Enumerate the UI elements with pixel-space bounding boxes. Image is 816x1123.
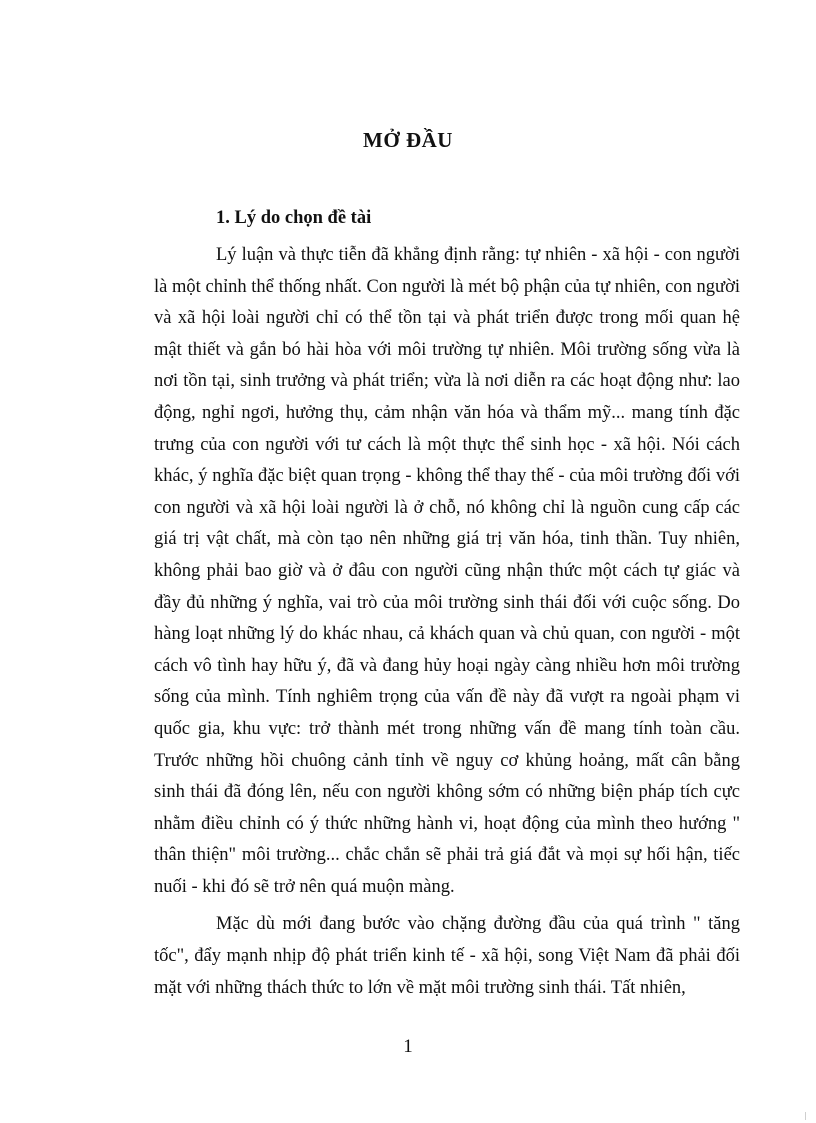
paragraph: Mặc dù mới đang bước vào chặng đường đầu của quá trình " tăng tốc", đẩy mạnh nhịp độ phát triển kinh tế - xã hội, song Việt Nam đã phải đối mặt với những thách thức to lớn về mặt môi trường sinh thái. Tất nhiên, (154, 914, 740, 998)
page-corner-mark (805, 1112, 812, 1120)
paragraph: Lý luận và thực tiễn đã khẳng định rằng: tự nhiên - xã hội - con người là một chỉnh thể thống nhất. Con người là mét bộ phận của tự nhiên, con người và xã hội loài người chỉ có thể tồn tại và phát triển được trong mối quan hệ mật thiết và gắn bó hài hòa với môi trường tự nhiên. Môi trường sống vừa là nơi tồn tại, sinh trưởng và phát triển; vừa là nơi diễn ra các hoạt động như: lao động, nghỉ ngơi, hưởng thụ, cảm nhận văn hóa và thẩm mỹ... mang tính đặc trưng của con người với tư cách là một thực thể sinh học - xã hội. Nói cách khác, ý nghĩa đặc biệt quan trọng - không thể thay thế - của môi trường đối với con người và xã hội loài người là ở chỗ, nó không chỉ là nguồn cung cấp các giá trị vật chất, mà còn tạo nên những giá trị văn hóa, tinh thần. Tuy nhiên, không phải bao giờ và ở đâu con người cũng nhận thức một cách tự giác và đầy đủ những ý nghĩa, vai trò của môi trường sinh thái đối với cuộc sống. Do hàng loạt những lý do khác nhau, cả khách quan và chủ quan, con người - một cách vô tình hay hữu ý, đã và đang hủy hoại ngày càng nhiều hơn môi trường sống của mình. Tính nghiêm trọng của vấn đề này đã vượt ra ngoài phạm vi quốc gia, khu vực: trở thành mét trong những vấn đề mang tính toàn cầu. Trước những hồi chuông cảnh tỉnh về nguy cơ khủng hoảng, mất cân bằng sinh thái đã đóng lên, nếu con người không sớm có những biện pháp tích cực nhằm điều chỉnh có ý thức những hành vi, hoạt động của mình theo hướng " thân thiện" môi trường... chắc chắn sẽ phải trả giá đắt và mọi sự hối hận, tiếc nuối - khi đó sẽ trở nên quá muộn màng. (154, 245, 740, 897)
document-title: MỞ ĐẦU (363, 128, 453, 152)
section-heading: 1. Lý do chọn đề tài (216, 208, 372, 228)
page-number: 1 (403, 1036, 413, 1057)
body-text (154, 240, 740, 1004)
